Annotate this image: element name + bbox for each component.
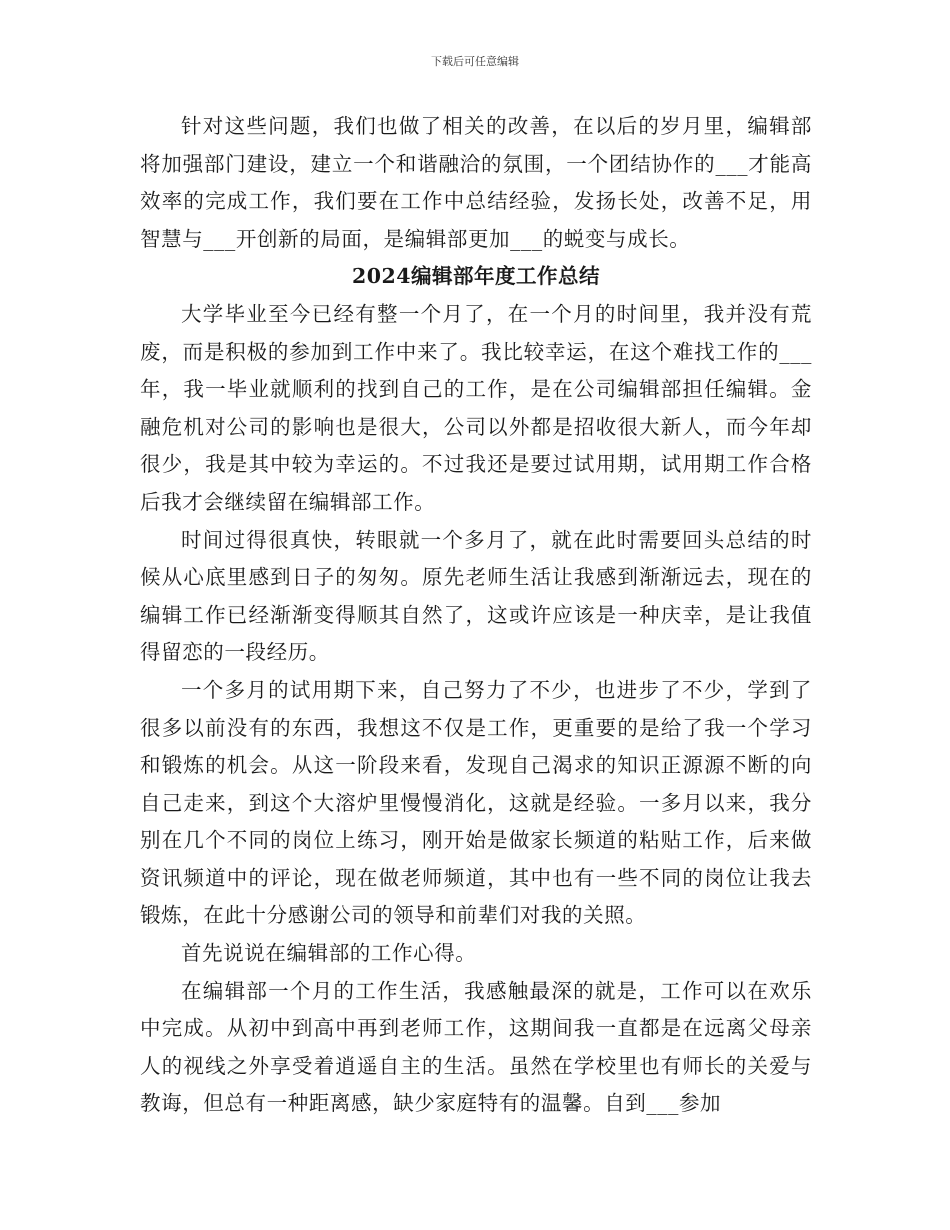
document-title: 2024编辑部年度工作总结: [351, 264, 601, 289]
body-paragraph-5: 在编辑部一个月的工作生活，我感触最深的就是，工作可以在欢乐中完成。从初中到高中再到老师工作，这期间我一直都是在远离父母亲人的视线之外享受着逍遥自主的生活。虽然在学校里也有师长的关爱与教诲，但总有一种距离感，缺少家庭特有的温馨。自到___参加: [140, 978, 812, 1116]
body-paragraph-3: 一个多月的试用期下来，自己努力了不少，也进步了不少，学到了很多以前没有的东西，我想这不仅是工作，更重要的是给了我一个学习和锻炼的机会。从这一阶段来看，发现自己渴求的知识正源源不断的向自己走来，到这个大溶炉里慢慢消化，这就是经验。一多月以来，我分别在几个不同的岗位上练习，刚开始是做家长频道的粘贴工作，后来做资讯频道中的评论，现在做老师频道，其中也有一些不同的岗位让我去锻炼，在此十分感谢公司的领导和前辈们对我的关照。: [140, 677, 812, 928]
body-paragraph-2: 时间过得很真快，转眼就一个多月了，就在此时需要回头总结的时候从心底里感到日子的匆匆。原先老师生活让我感到渐渐远去，现在的编辑工作已经渐渐变得顺其自然了，这或许应该是一种庆幸，是让我值得留恋的一段经历。: [140, 527, 812, 665]
document-body: [140, 108, 812, 1123]
body-paragraph-4: 首先说说在编辑部的工作心得。: [181, 941, 477, 966]
body-paragraph-1: 大学毕业至今已经有整一个月了，在一个月的时间里，我并没有荒废，而是积极的参加到工作中来了。我比较幸运，在这个难找工作的___年，我一毕业就顺利的找到自己的工作，是在公司编辑部担任编辑。金融危机对公司的影响也是很大，公司以外都是招收很大新人，而今年却很少，我是其中较为幸运的。不过我还是要过试用期，试用期工作合格后我才会继续留在编辑部工作。: [140, 301, 812, 514]
intro-paragraph: 针对这些问题，我们也做了相关的改善，在以后的岁月里，编辑部将加强部门建设，建立一个和谐融洽的氛围，一个团结协作的___才能高效率的完成工作，我们要在工作中总结经验，发扬长处，改善不足，用智慧与___开创新的局面，是编辑部更加___的蜕变与成长。: [140, 114, 812, 251]
page-header-note: 下载后可任意编辑: [431, 55, 519, 68]
